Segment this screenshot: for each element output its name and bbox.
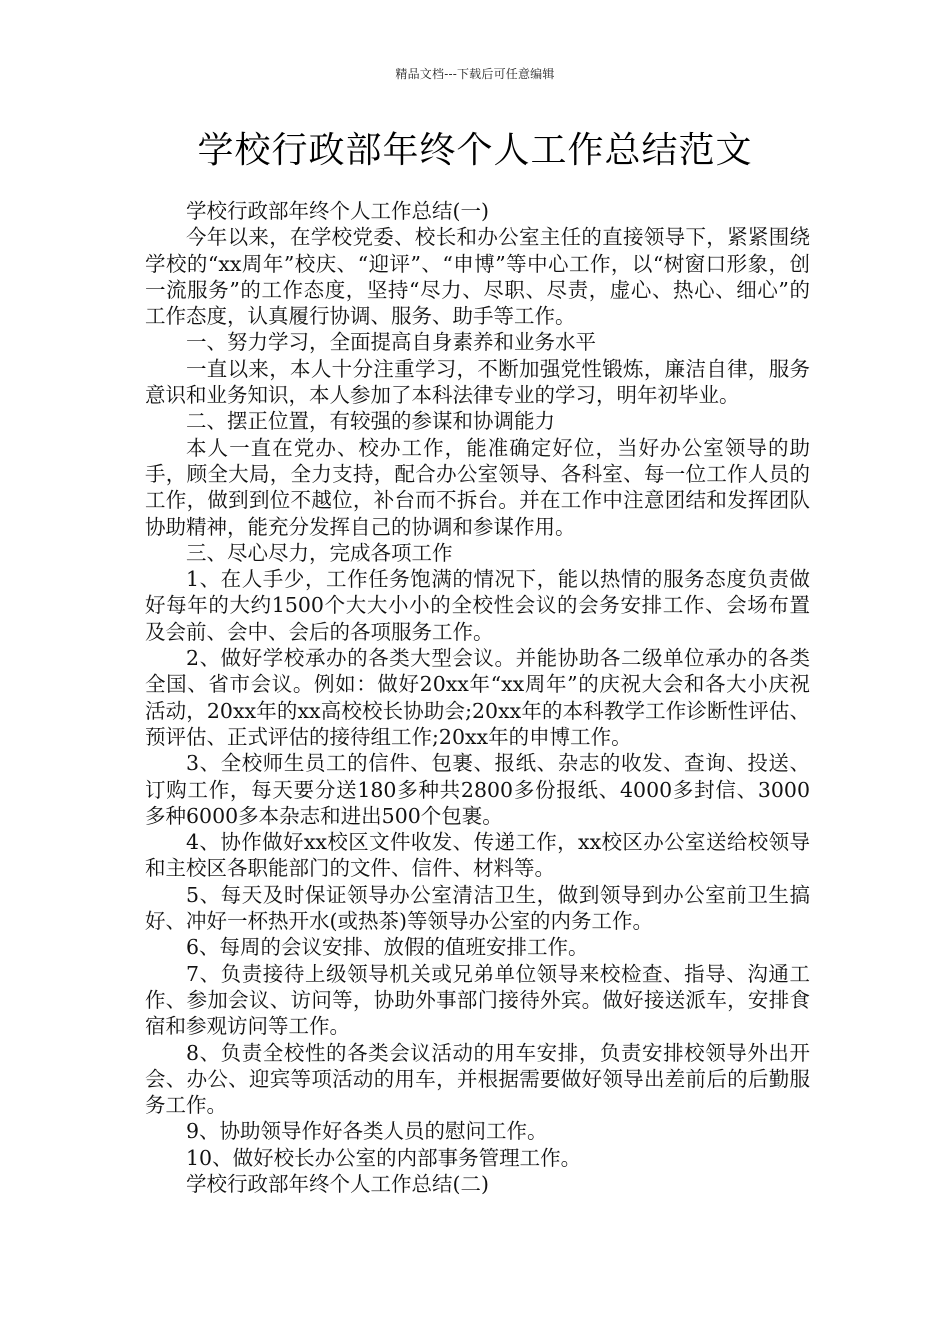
paragraph: 一直以来，本人十分注重学习，不断加强党性锻炼，廉洁自律，服务意识和业务知识，本人参加了本科法律专业的学习，明年初毕业。	[145, 356, 810, 408]
list-item: 9、协助领导作好各类人员的慰问工作。	[186, 1119, 548, 1144]
paragraph: 今年以来，在学校党委、校长和办公室主任的直接领导下，紧紧围绕学校的“xx周年”校庆、“迎评”、“申博”等中心工作，以“树窗口形象，创一流服务”的工作态度，坚持“尽力、尽职、尽责，虚心、热心、细心”的工作态度，认真履行协调、服务、助手等工作。	[145, 225, 810, 329]
list-item: 2、做好学校承办的各类大型会议。并能协助各二级单位承办的各类全国、省市会议。例如：做好20xx年“xx周年”的庆祝大会和各大小庆祝活动，20xx年的xx高校校长协助会;20xx年的本科教学工作诊断性评估、预评估、正式评估的接待组工作;20xx年的申博工作。	[145, 646, 810, 749]
list-item: 7、负责接待上级领导机关或兄弟单位领导来校检查、指导、沟通工作、参加会议、访问等，协助外事部门接待外宾。做好接送派车，安排食宿和参观访问等工作。	[145, 961, 810, 1039]
section-heading: 学校行政部年终个人工作总结(二)	[186, 1171, 489, 1196]
document-body	[145, 198, 810, 1197]
list-item: 10、做好校长办公室的内部事务管理工作。	[186, 1145, 582, 1170]
section-heading: 二、摆正位置，有较强的参谋和协调能力	[186, 409, 555, 434]
section-heading: 学校行政部年终个人工作总结(一)	[186, 199, 489, 223]
list-item: 4、协作做好xx校区文件收发、传递工作，xx校区办公室送给校领导和主校区各职能部门的文件、信件、材料等。	[145, 830, 810, 881]
list-item: 3、全校师生员工的信件、包裹、报纸、杂志的收发、查询、投送、订购工作，每天要分送180多种共2800多份报纸、4000多封信、3000多种6000多本杂志和进出500个包裹。	[145, 751, 810, 828]
list-item: 8、负责全校性的各类会议活动的用车安排，负责安排校领导外出开会、办公、迎宾等项活动的用车，并根据需要做好领导出差前后的后勤服务工作。	[145, 1040, 810, 1118]
list-item: 1、在人手少，工作任务饱满的情况下，能以热情的服务态度负责做好每年的大约1500个大大小小的全校性会议的会务安排工作、会场布置及会前、会中、会后的各项服务工作。	[145, 567, 810, 644]
list-item: 6、每周的会议安排、放假的值班安排工作。	[186, 935, 589, 960]
list-item: 5、每天及时保证领导办公室清洁卫生，做到领导到办公室前卫生搞好、冲好一杯热开水(或热茶)等领导办公室的内务工作。	[145, 882, 810, 934]
section-heading: 一、努力学习，全面提高自身素养和业务水平	[186, 330, 596, 355]
paragraph: 本人一直在党办、校办工作，能准确定好位，当好办公室领导的助手，顾全大局，全力支持，配合办公室领导、各科室、每一位工作人员的工作，做到到位不越位，补台而不拆台。并在工作中注意团结和发挥团队协助精神，能充分发挥自己的协调和参谋作用。	[145, 435, 810, 539]
header-note: 精品文档---下载后可任意编辑	[395, 67, 555, 81]
document-title: 学校行政部年终个人工作总结范文	[197, 130, 753, 171]
section-heading: 三、尽心尽力，完成各项工作	[186, 540, 453, 565]
